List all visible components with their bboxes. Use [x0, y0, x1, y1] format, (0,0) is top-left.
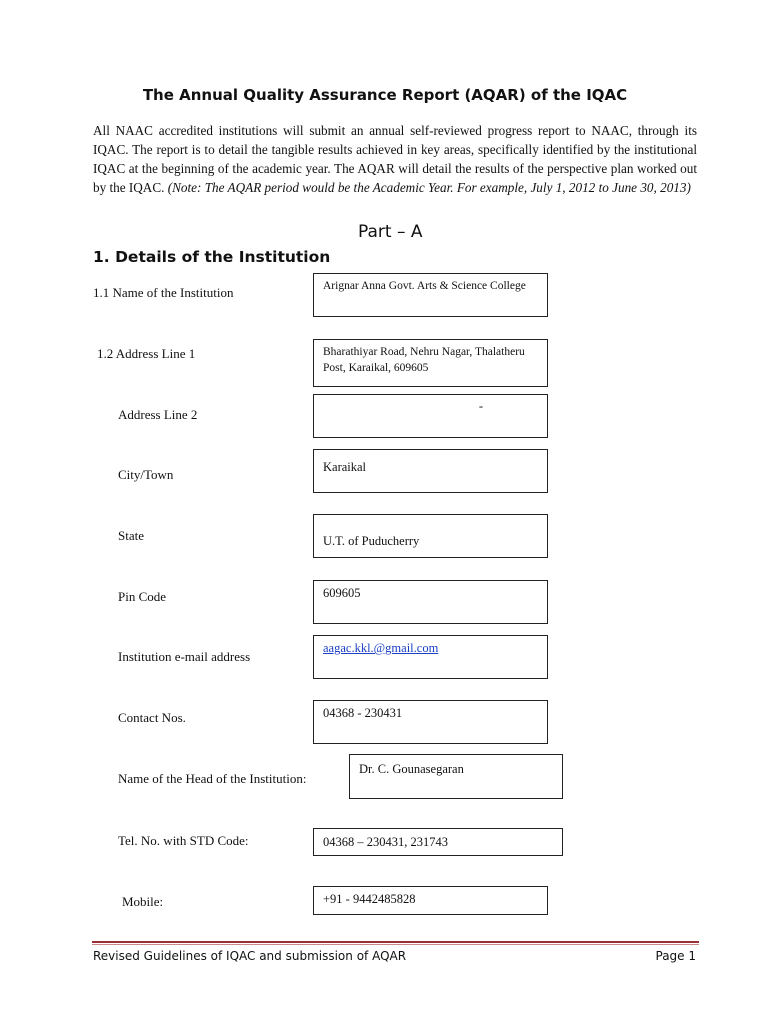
section-heading: 1. Details of the Institution — [93, 248, 331, 266]
state-field[interactable]: U.T. of Puducherry — [313, 514, 548, 558]
name-field[interactable]: Arignar Anna Govt. Arts & Science College — [313, 273, 548, 317]
city-label: City/Town — [118, 467, 174, 482]
tel-label: Tel. No. with STD Code: — [118, 833, 249, 848]
city-field[interactable]: Karaikal — [313, 449, 548, 493]
footer-rule — [92, 941, 699, 943]
address1-label: 1.2 Address Line 1 — [97, 346, 196, 361]
intro-text: All NAAC accredited institutions will submit an annual self-reviewed progress report to NAAC, through its IQAC. The report is to detail the tangible results achieved in key areas, specifically identified by the institutional IQAC at the beginning of the academic year. The AQAR will detail the results of the perspective plan worked out by the IQAC. — [93, 123, 697, 195]
pin-label: Pin Code — [118, 589, 167, 604]
contact-label: Contact Nos. — [118, 710, 186, 725]
email-label: Institution e-mail address — [118, 649, 251, 664]
tel-field[interactable]: 04368 – 230431, 231743 — [313, 828, 563, 856]
email-field[interactable] — [313, 635, 548, 679]
page-number: Page 1 — [655, 949, 696, 963]
footer-text: Revised Guidelines of IQAC and submission of AQAR — [93, 949, 407, 963]
intro-paragraph — [93, 121, 697, 197]
mobile-field[interactable]: +91 - 9442485828 — [313, 886, 548, 915]
head-label: Name of the Head of the Institution: — [118, 771, 307, 786]
head-field[interactable]: Dr. C. Gounasegaran — [349, 754, 563, 799]
name-label: 1.1 Name of the Institution — [93, 285, 234, 300]
intro-note: (Note: The AQAR period would be the Academic Year. For example, July 1, 2012 to June 30, 2013) — [167, 180, 691, 195]
document-title: The Annual Quality Assurance Report (AQAR) of the IQAC — [142, 86, 628, 104]
contact-field[interactable]: 04368 - 230431 — [313, 700, 548, 744]
footer-rule-thin — [92, 944, 699, 945]
pin-field[interactable]: 609605 — [313, 580, 548, 624]
address1-field[interactable]: Bharathiyar Road, Nehru Nagar, Thalatheru Post, Karaikal, 609605 — [313, 339, 548, 387]
state-label: State — [118, 528, 144, 543]
part-heading: Part – A — [358, 222, 423, 242]
address2-label: Address Line 2 — [118, 407, 198, 422]
mobile-label: Mobile: — [122, 894, 164, 909]
email-link[interactable]: aagac.kkl.@gmail.com — [323, 641, 439, 655]
address2-field[interactable]: - — [313, 394, 548, 438]
